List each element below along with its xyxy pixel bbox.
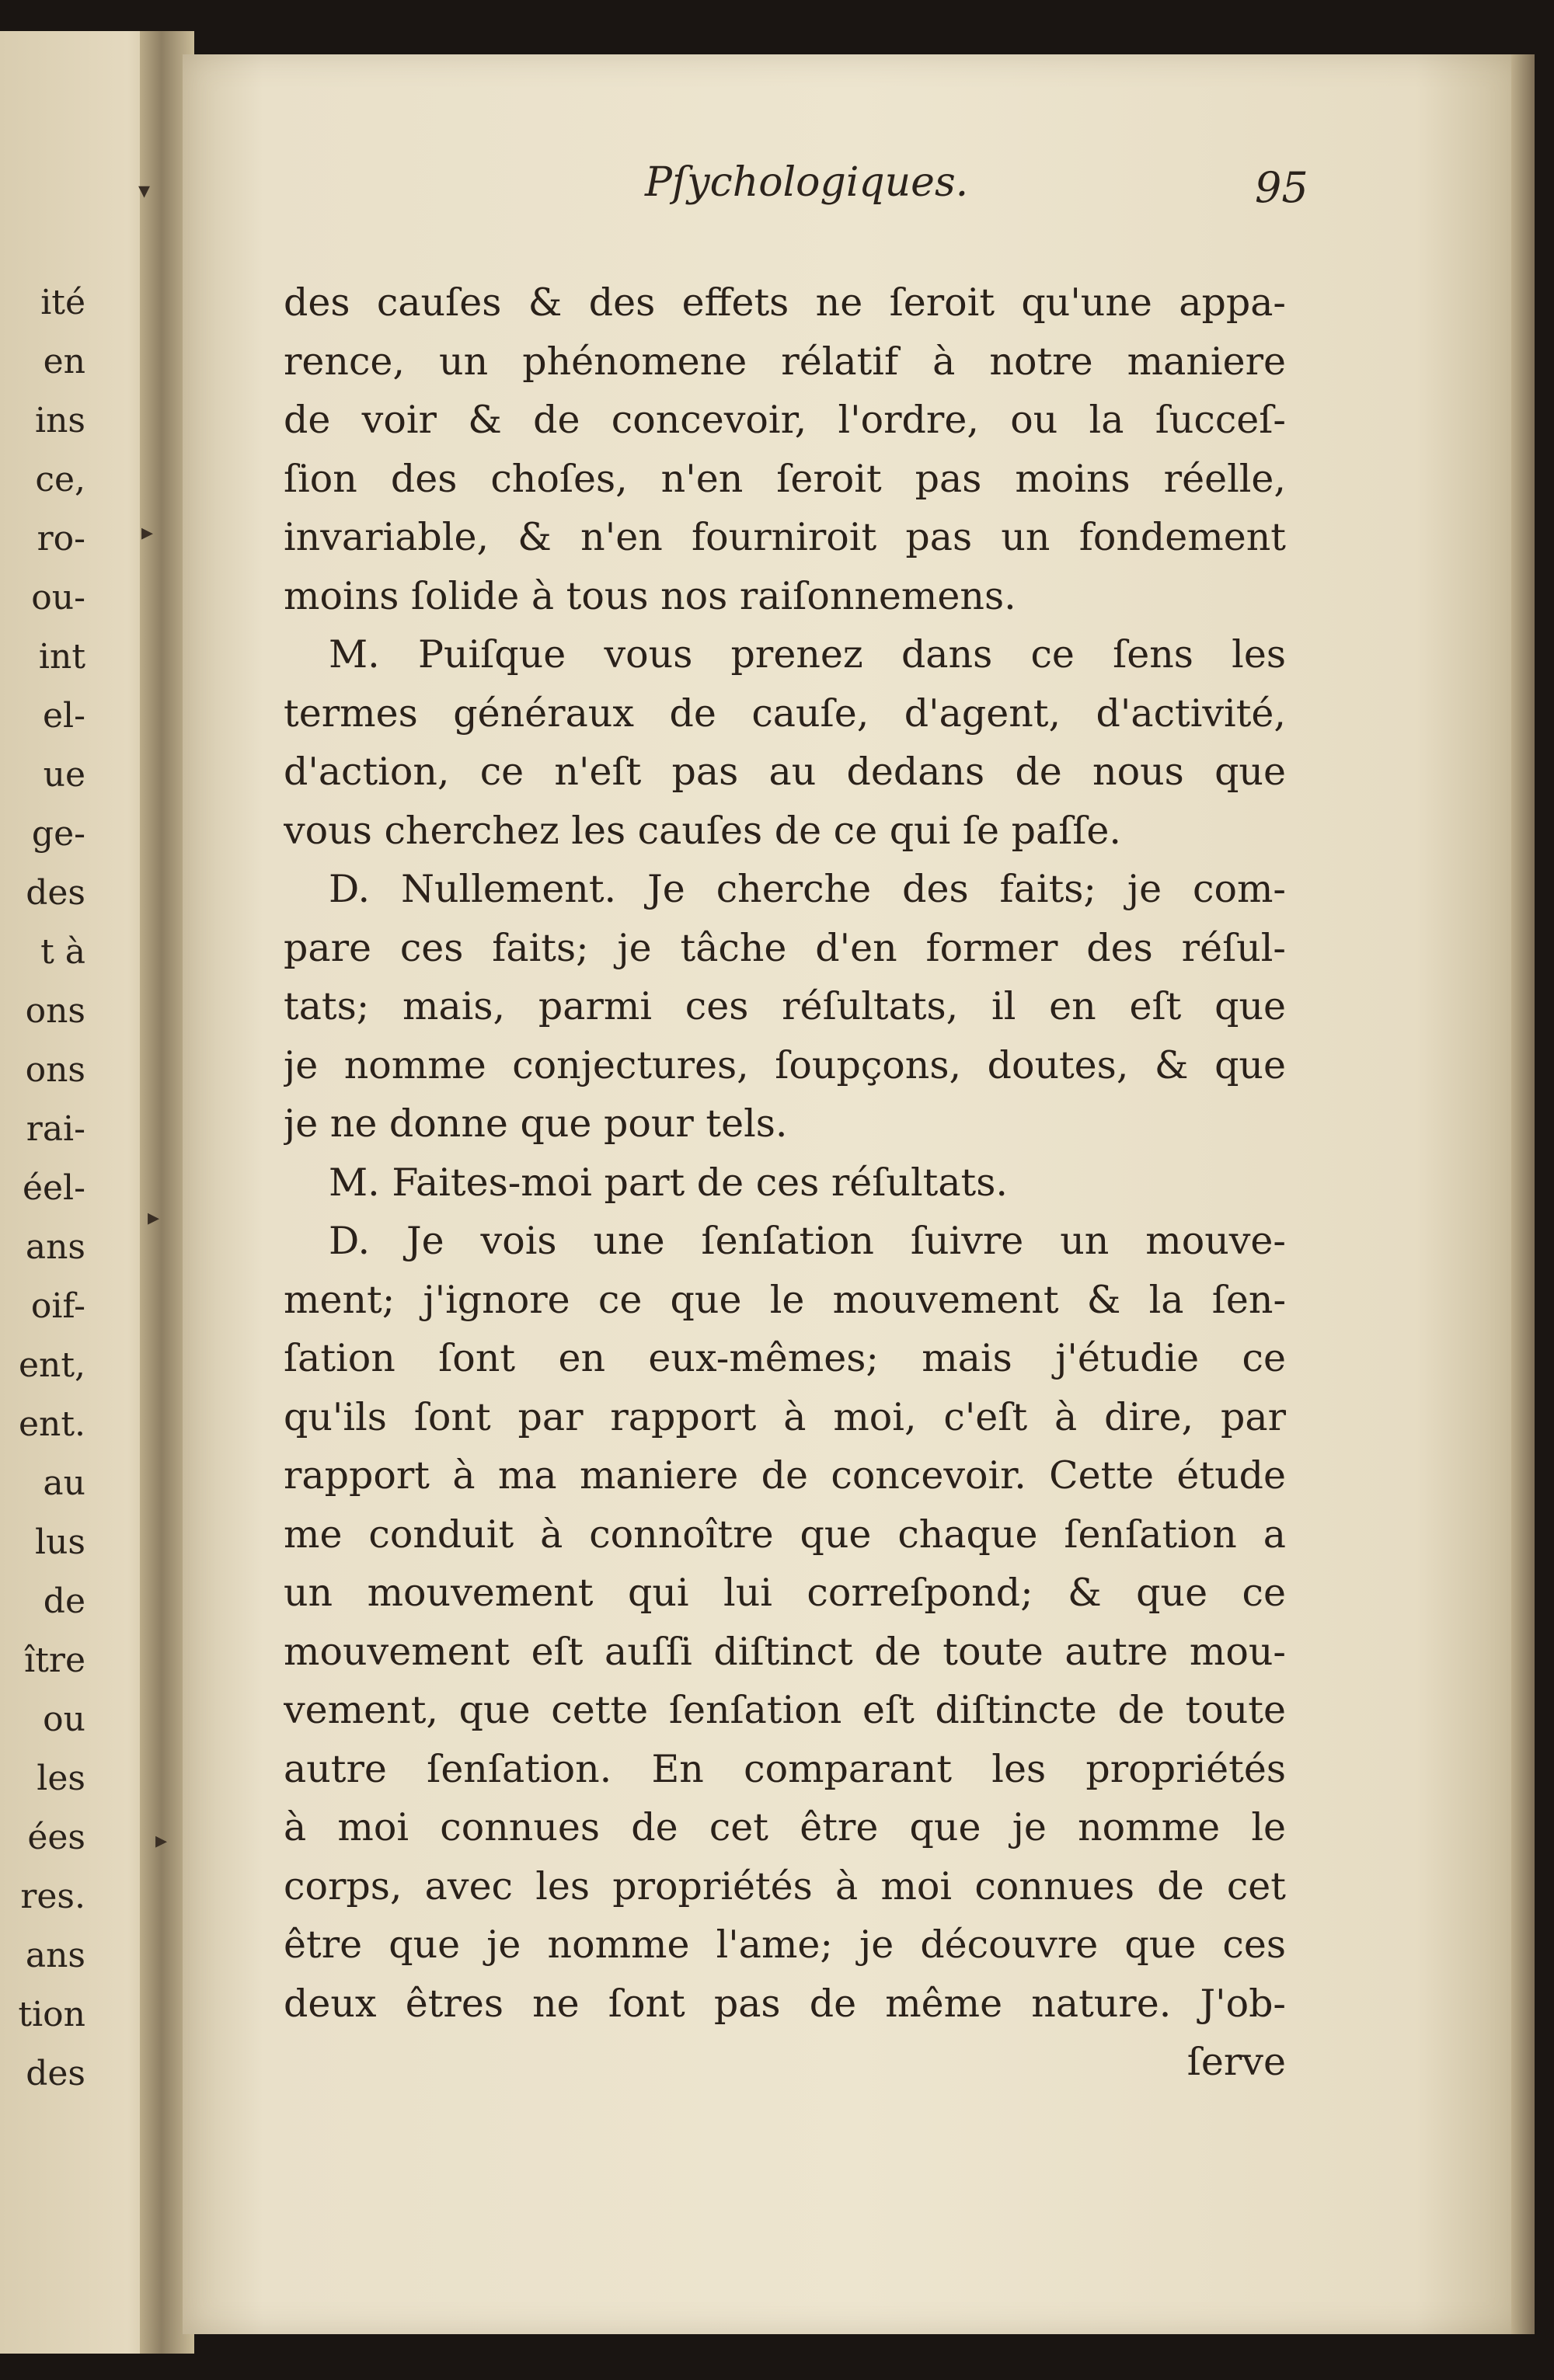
text-line: ſion des choſes, n'en ſeroit pas moins réelle, bbox=[284, 456, 1286, 501]
running-head: Pſychologiques. bbox=[645, 159, 969, 206]
left-page-line: ent. bbox=[18, 1404, 85, 1444]
left-page-line: res. bbox=[20, 1877, 85, 1916]
text-line: M. Faites-moi part de ces réſultats. bbox=[329, 1160, 1008, 1205]
left-page-line: t à bbox=[40, 932, 85, 972]
left-page-line: ce, bbox=[35, 460, 85, 499]
left-page-line: éel- bbox=[22, 1168, 85, 1208]
text-line: mouvement eſt auſſi diſtinct de toute autre mou- bbox=[284, 1629, 1286, 1674]
left-page-line: ge- bbox=[31, 814, 85, 854]
text-line: vous cherchez les cauſes de ce qui ſe paſſe. bbox=[284, 808, 1121, 853]
text-line: corps, avec les propriétés à moi connues de cet bbox=[284, 1863, 1286, 1909]
left-page-line: ons bbox=[25, 991, 85, 1031]
text-line: moins ſolide à tous nos raiſonnemens. bbox=[284, 573, 1016, 618]
body-text bbox=[284, 273, 1286, 2092]
text-line: je ne donne que pour tels. bbox=[284, 1101, 788, 1146]
text-line: pare ces faits; je tâche d'en former des réſul- bbox=[284, 925, 1286, 970]
left-page-line: ons bbox=[25, 1050, 85, 1090]
left-page-line: el- bbox=[43, 696, 85, 736]
margin-mark: ▸ bbox=[155, 1827, 168, 1854]
text-line: invariable, & n'en fourniroit pas un fondement bbox=[284, 515, 1286, 559]
text-line: deux êtres ne ſont pas de même nature. J'ob- bbox=[284, 1981, 1286, 2026]
left-page-line: ité bbox=[40, 283, 85, 322]
text-line: autre ſenſation. En comparant les propriétés bbox=[284, 1746, 1286, 1791]
text-line: vement, que cette ſenſation eſt diſtincte de toute bbox=[284, 1688, 1286, 1732]
left-page-line: ître bbox=[24, 1641, 85, 1680]
text-line: tats; mais, parmi ces réſultats, il en eſt que bbox=[284, 984, 1286, 1028]
margin-mark: ▸ bbox=[148, 1204, 160, 1231]
left-page-line: oif- bbox=[30, 1286, 85, 1326]
text-line: ſation ſont en eux-mêmes; mais j'étudie ce bbox=[284, 1336, 1286, 1380]
margin-mark: ▸ bbox=[141, 519, 154, 546]
left-page-line: ans bbox=[25, 1936, 85, 1975]
text-line: me conduit à connoître que chaque ſenſation a bbox=[284, 1512, 1286, 1557]
left-page-line: lus bbox=[35, 1522, 85, 1562]
left-page-line: des bbox=[26, 2054, 85, 2093]
page-edge bbox=[1511, 54, 1535, 2334]
left-page-line: en bbox=[43, 342, 85, 381]
margin-mark: ▾ bbox=[138, 177, 151, 204]
text-line: qu'ils ſont par rapport à moi, c'eſt à dire, par bbox=[284, 1394, 1286, 1439]
left-page-line: les bbox=[37, 1759, 85, 1798]
text-line: D. Nullement. Je cherche des faits; je com- bbox=[329, 867, 1286, 911]
left-page-line: au bbox=[43, 1463, 85, 1503]
text-line: je nomme conjectures, ſoupçons, doutes, & que bbox=[284, 1042, 1286, 1087]
left-page-line: des bbox=[26, 873, 85, 913]
text-line: ment; j'ignore ce que le mouvement & la ſen- bbox=[284, 1277, 1286, 1322]
left-page-line: de bbox=[43, 1581, 85, 1621]
catchword: ſerve bbox=[1186, 2040, 1286, 2084]
left-page-line: ou- bbox=[31, 578, 85, 618]
left-page-line: rai- bbox=[26, 1109, 85, 1149]
text-line: être que je nomme l'ame; je découvre que ces bbox=[284, 1922, 1286, 1967]
left-page-line: ro- bbox=[37, 519, 85, 558]
text-line: des cauſes & des effets ne ſeroit qu'une appa- bbox=[284, 280, 1286, 325]
text-line: D. Je vois une ſenſation ſuivre un mouve- bbox=[329, 1219, 1286, 1263]
page-number: 95 bbox=[1255, 163, 1308, 212]
left-page-line: ins bbox=[35, 401, 85, 440]
left-page-line: ées bbox=[27, 1818, 85, 1857]
text-line: à moi connues de cet être que je nomme le bbox=[284, 1805, 1286, 1849]
left-page-line: tion bbox=[18, 1995, 85, 2034]
text-line: rapport à ma maniere de concevoir. Cette étude bbox=[284, 1453, 1286, 1498]
text-line: un mouvement qui lui correſpond; & que ce bbox=[284, 1571, 1286, 1615]
left-page-text bbox=[0, 273, 85, 2103]
left-page-line: ent, bbox=[18, 1345, 85, 1385]
text-line: d'action, ce n'eſt pas au dedans de nous que bbox=[284, 750, 1286, 794]
left-page-line: int bbox=[38, 637, 85, 677]
text-line: termes généraux de cauſe, d'agent, d'activité, bbox=[284, 691, 1286, 736]
text-line: rence, un phénomene rélatif à notre maniere bbox=[284, 339, 1286, 384]
left-page-line: ue bbox=[43, 755, 85, 795]
left-page-line: ans bbox=[25, 1227, 85, 1267]
text-line: M. Puiſque vous prenez dans ce ſens les bbox=[329, 632, 1286, 677]
text-line: de voir & de concevoir, l'ordre, ou la ſucceſ- bbox=[284, 398, 1286, 442]
left-page-line: ou bbox=[43, 1700, 85, 1739]
